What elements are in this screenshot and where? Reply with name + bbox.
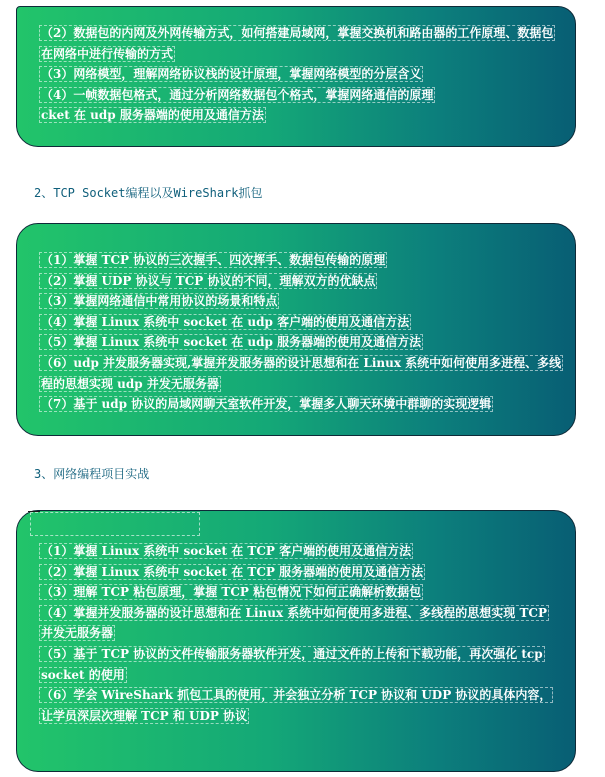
list-item: （2）数据包的内网及外网传输方式，如何搭建局域网，掌握交换机和路由器的工作原理、数据包在网络中进行传输的方式 <box>41 26 554 61</box>
list-item: （1）掌握 Linux 系统中 socket 在 TCP 客户端的使用及通信方法 <box>41 544 412 558</box>
list-item: cket 在 udp 服务器端的使用及通信方法 <box>41 108 264 123</box>
content-card-3 <box>16 510 576 772</box>
dashed-placeholder-box <box>30 512 200 536</box>
list-item: （6）udp 并发服务器实现,掌握并发服务器的设计思想和在 Linux 系统中如何使用多进程、多线程的思想实现 udp 并发无服务器 <box>41 355 562 391</box>
list-item: （1）掌握 TCP 协议的三次握手、四次挥手、数据包传输的原理 <box>41 253 386 267</box>
card-2-text <box>39 250 563 415</box>
list-item: （5）基于 TCP 协议的文件传输服务器软件开发，通过文件的上传和下载功能，再次强化 tcp socket 的使用 <box>41 646 543 682</box>
list-item: （5）掌握 Linux 系统中 socket 在 udp 服务器端的使用及通信方法 <box>41 335 422 350</box>
list-item: （4）掌握 Linux 系统中 socket 在 udp 客户端的使用及通信方法 <box>41 314 410 329</box>
list-item: （2）掌握 UDP 协议与 TCP 协议的不同，理解双方的优缺点 <box>41 273 376 288</box>
divider-tick <box>28 511 40 512</box>
content-card-2 <box>16 223 576 436</box>
list-item: （6）学会 WireShark 抓包工具的使用，并会独立分析 TCP 协议和 UDP 协议的具体内容，让学员深层次理解 TCP 和 UDP 协议 <box>41 688 552 723</box>
list-item: （4）一帧数据包格式，通过分析网络数据包个格式，掌握网络通信的原理 <box>41 87 434 102</box>
content-card-1 <box>16 6 576 147</box>
list-item: （4）掌握并发服务器的设计思想和在 Linux 系统中如何使用多进程、多线程的思想实现 TCP 并发无服务器 <box>41 605 547 641</box>
card-3-text <box>39 541 563 726</box>
list-item: （3）网络模型，理解网络协议栈的设计原理，掌握网络模型的分层含义 <box>41 67 422 82</box>
list-item: （3）理解 TCP 粘包原理，掌握 TCP 粘包情况下如何正确解析数据包 <box>41 585 422 600</box>
section-heading-tcp-socket: 2、TCP Socket编程以及WireShark抓包 <box>34 186 263 200</box>
list-item: （7）基于 udp 协议的局域网聊天室软件开发，掌握多人聊天环境中群聊的实现逻辑 <box>41 397 492 412</box>
card-1-text <box>39 23 563 126</box>
list-item: （2）掌握 Linux 系统中 socket 在 TCP 服务器端的使用及通信方法 <box>41 564 424 579</box>
list-item: （3）掌握网络通信中常用协议的场景和特点 <box>41 294 278 309</box>
section-heading-project: 3、网络编程项目实战 <box>34 467 150 481</box>
